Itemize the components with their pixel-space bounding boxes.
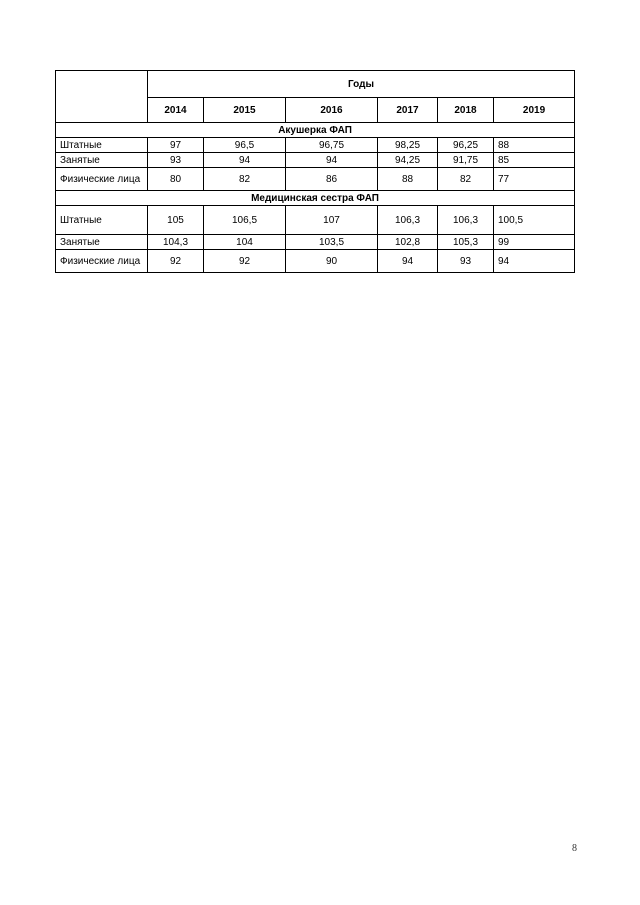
year-header-cell: 2014 [148, 98, 204, 123]
table-cell: 88 [494, 138, 575, 153]
table-cell: 94 [494, 250, 575, 273]
section-title: Медицинская сестра ФАП [56, 191, 575, 206]
table-cell: 106,5 [204, 206, 286, 235]
table-cell: 94 [286, 153, 378, 168]
table-cell: 96,75 [286, 138, 378, 153]
table-cell: 105,3 [438, 235, 494, 250]
table-cell: 96,5 [204, 138, 286, 153]
table-cell: 94 [204, 153, 286, 168]
section-row [56, 191, 575, 206]
table-cell: 106,3 [378, 206, 438, 235]
table-cell: 92 [204, 250, 286, 273]
table-row [56, 168, 575, 191]
table-cell: 91,75 [438, 153, 494, 168]
table-row [56, 153, 575, 168]
table-row [56, 250, 575, 273]
table-row [56, 235, 575, 250]
table-cell: 100,5 [494, 206, 575, 235]
table-cell: 98,25 [378, 138, 438, 153]
table-cell: 94 [378, 250, 438, 273]
year-header-cell: 2017 [378, 98, 438, 123]
row-label: Штатные [56, 206, 148, 235]
table-cell: 77 [494, 168, 575, 191]
table-cell: 80 [148, 168, 204, 191]
table-cell: 104,3 [148, 235, 204, 250]
year-header-cell: 2018 [438, 98, 494, 123]
row-label: Штатные [56, 138, 148, 153]
row-label: Занятые [56, 235, 148, 250]
table-cell: 103,5 [286, 235, 378, 250]
table-cell: 88 [378, 168, 438, 191]
table-cell: 90 [286, 250, 378, 273]
table-cell: 92 [148, 250, 204, 273]
table-cell: 102,8 [378, 235, 438, 250]
table-cell: 106,3 [438, 206, 494, 235]
table-cell: 85 [494, 153, 575, 168]
table-cell: 94,25 [378, 153, 438, 168]
row-label: Физические лица [56, 168, 148, 191]
table-cell: 105 [148, 206, 204, 235]
year-header-cell: 2019 [494, 98, 575, 123]
table-cell: 104 [204, 235, 286, 250]
year-header-cell: 2016 [286, 98, 378, 123]
table-cell: 97 [148, 138, 204, 153]
years-header: Годы [148, 71, 575, 98]
table-cell: 93 [148, 153, 204, 168]
table-cell: 96,25 [438, 138, 494, 153]
page-number: 8 [572, 843, 577, 854]
corner-cell [56, 71, 148, 123]
table-cell: 82 [438, 168, 494, 191]
table-cell: 86 [286, 168, 378, 191]
table-cell: 99 [494, 235, 575, 250]
staffing-table [55, 70, 575, 273]
section-row [56, 123, 575, 138]
row-label: Занятые [56, 153, 148, 168]
table-cell: 107 [286, 206, 378, 235]
row-label: Физические лица [56, 250, 148, 273]
table-row [56, 206, 575, 235]
section-title: Акушерка ФАП [56, 123, 575, 138]
table-cell: 93 [438, 250, 494, 273]
table-cell: 82 [204, 168, 286, 191]
table-row [56, 138, 575, 153]
year-header-cell: 2015 [204, 98, 286, 123]
years-header-row [56, 71, 575, 98]
